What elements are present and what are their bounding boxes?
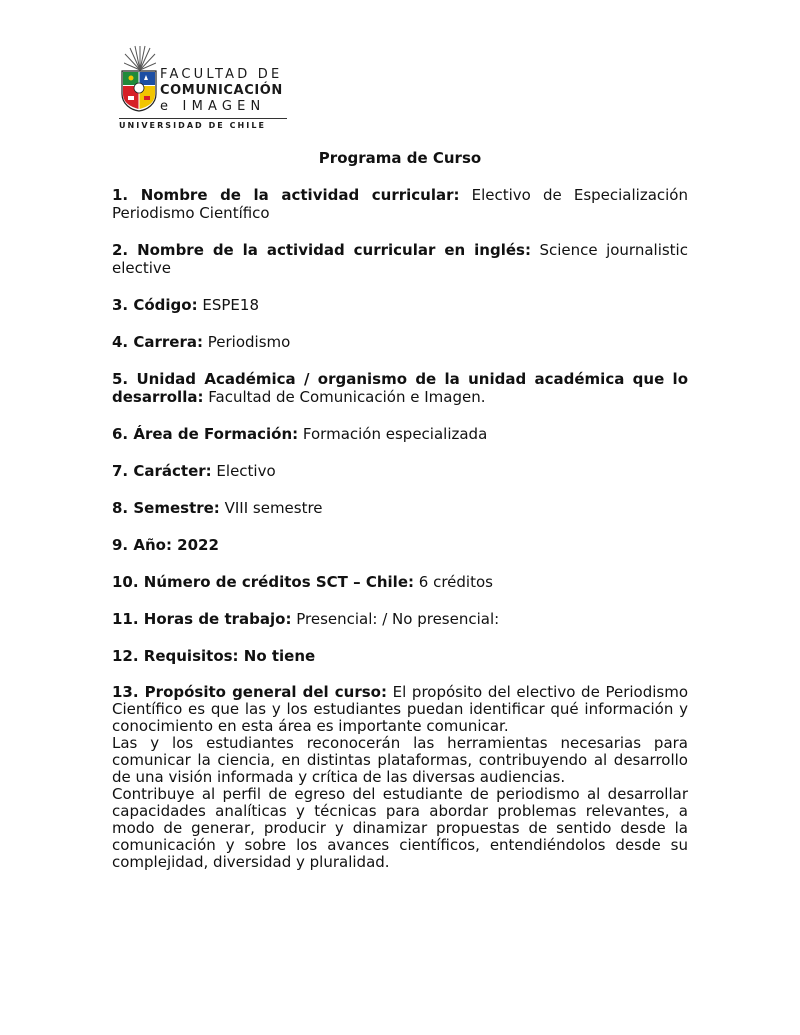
item-value: Presencial: / No presencial: [296, 610, 500, 628]
item-career [112, 333, 688, 351]
item-label: 8. Semestre: [112, 499, 220, 517]
item-label: 4. Carrera: [112, 333, 203, 351]
logo-divider [119, 118, 287, 119]
item-value: Science journalistic elective [112, 241, 688, 277]
purpose-paragraph-1 [112, 684, 688, 735]
item-value: Formación especializada [302, 425, 488, 443]
item-activity-name [112, 186, 688, 222]
item-label: 5. Unidad Académica / organismo de la unidad académica que lo desarrolla: [112, 370, 688, 406]
item-label: 11. Horas de trabajo: [112, 610, 292, 628]
course-program-body [112, 186, 688, 871]
item-label: 10. Número de créditos SCT – Chile: [112, 573, 414, 591]
purpose-paragraph-2: Las y los estudiantes reconocerán las herramientas necesarias para comunicar la ciencia, en distintas plataformas, contribuyendo al desarrollo de una visión informada y crítica de las diversas audiencias. [112, 734, 688, 786]
faculty-logo [117, 44, 292, 134]
item-value: ESPE18 [202, 296, 259, 314]
item-label: 9. Año: 2022 [112, 536, 219, 554]
purpose-label: 13. Propósito general del curso: [112, 683, 387, 701]
item-work-hours [112, 610, 688, 628]
item-academic-unit [112, 370, 688, 406]
item-label: 1. Nombre de la actividad curricular: [112, 186, 460, 204]
item-activity-name-english [112, 241, 688, 277]
item-requirements [112, 647, 688, 665]
item-label: 7. Carácter: [112, 462, 212, 480]
university-shield-icon [121, 70, 157, 112]
item-label: 6. Área de Formación: [112, 425, 299, 443]
item-character [112, 462, 688, 480]
item-semester [112, 499, 688, 517]
item-training-area [112, 425, 688, 443]
purpose-paragraph-3: Contribuye al perfil de egreso del estudiante de periodismo al desarrollar capacidades analíticas y técnicas para abordar problemas relevantes, a modo de generar, producir y dinamizar propuestas de sentido desde la comunicación y sobre los avances científicos, entendiéndolos desde su complejidad, diversidad y pluralidad. [112, 785, 688, 871]
item-label: 3. Código: [112, 296, 198, 314]
item-value: Periodismo [207, 333, 291, 351]
item-value: 6 créditos [418, 573, 493, 591]
item-value: Electivo [216, 462, 276, 480]
purpose-text-1: El propósito del electivo de Periodismo Científico es que las y los estudiantes puedan identificar qué información y conocimiento en esta área es importante comunicar. [112, 683, 688, 735]
item-value: Facultad de Comunicación e Imagen. [208, 388, 486, 406]
item-value: VIII semestre [224, 499, 323, 517]
sun-emblem-icon [124, 44, 156, 72]
document-title: Programa de Curso [318, 149, 482, 167]
item-label: 12. Requisitos: No tiene [112, 647, 316, 665]
item-value: Electivo de Especialización Periodismo Científico [112, 186, 688, 222]
item-year [112, 536, 688, 554]
logo-line-faculty: FACULTAD DE [160, 67, 283, 82]
item-label: 2. Nombre de la actividad curricular en inglés: [112, 241, 531, 259]
item-credits [112, 573, 688, 591]
logo-line-comunicacion: COMUNICACIÓN [160, 83, 283, 98]
logo-university-name: UNIVERSIDAD DE CHILE [119, 121, 266, 130]
item-code [112, 296, 688, 314]
logo-line-imagen: e IMAGEN [160, 99, 266, 114]
